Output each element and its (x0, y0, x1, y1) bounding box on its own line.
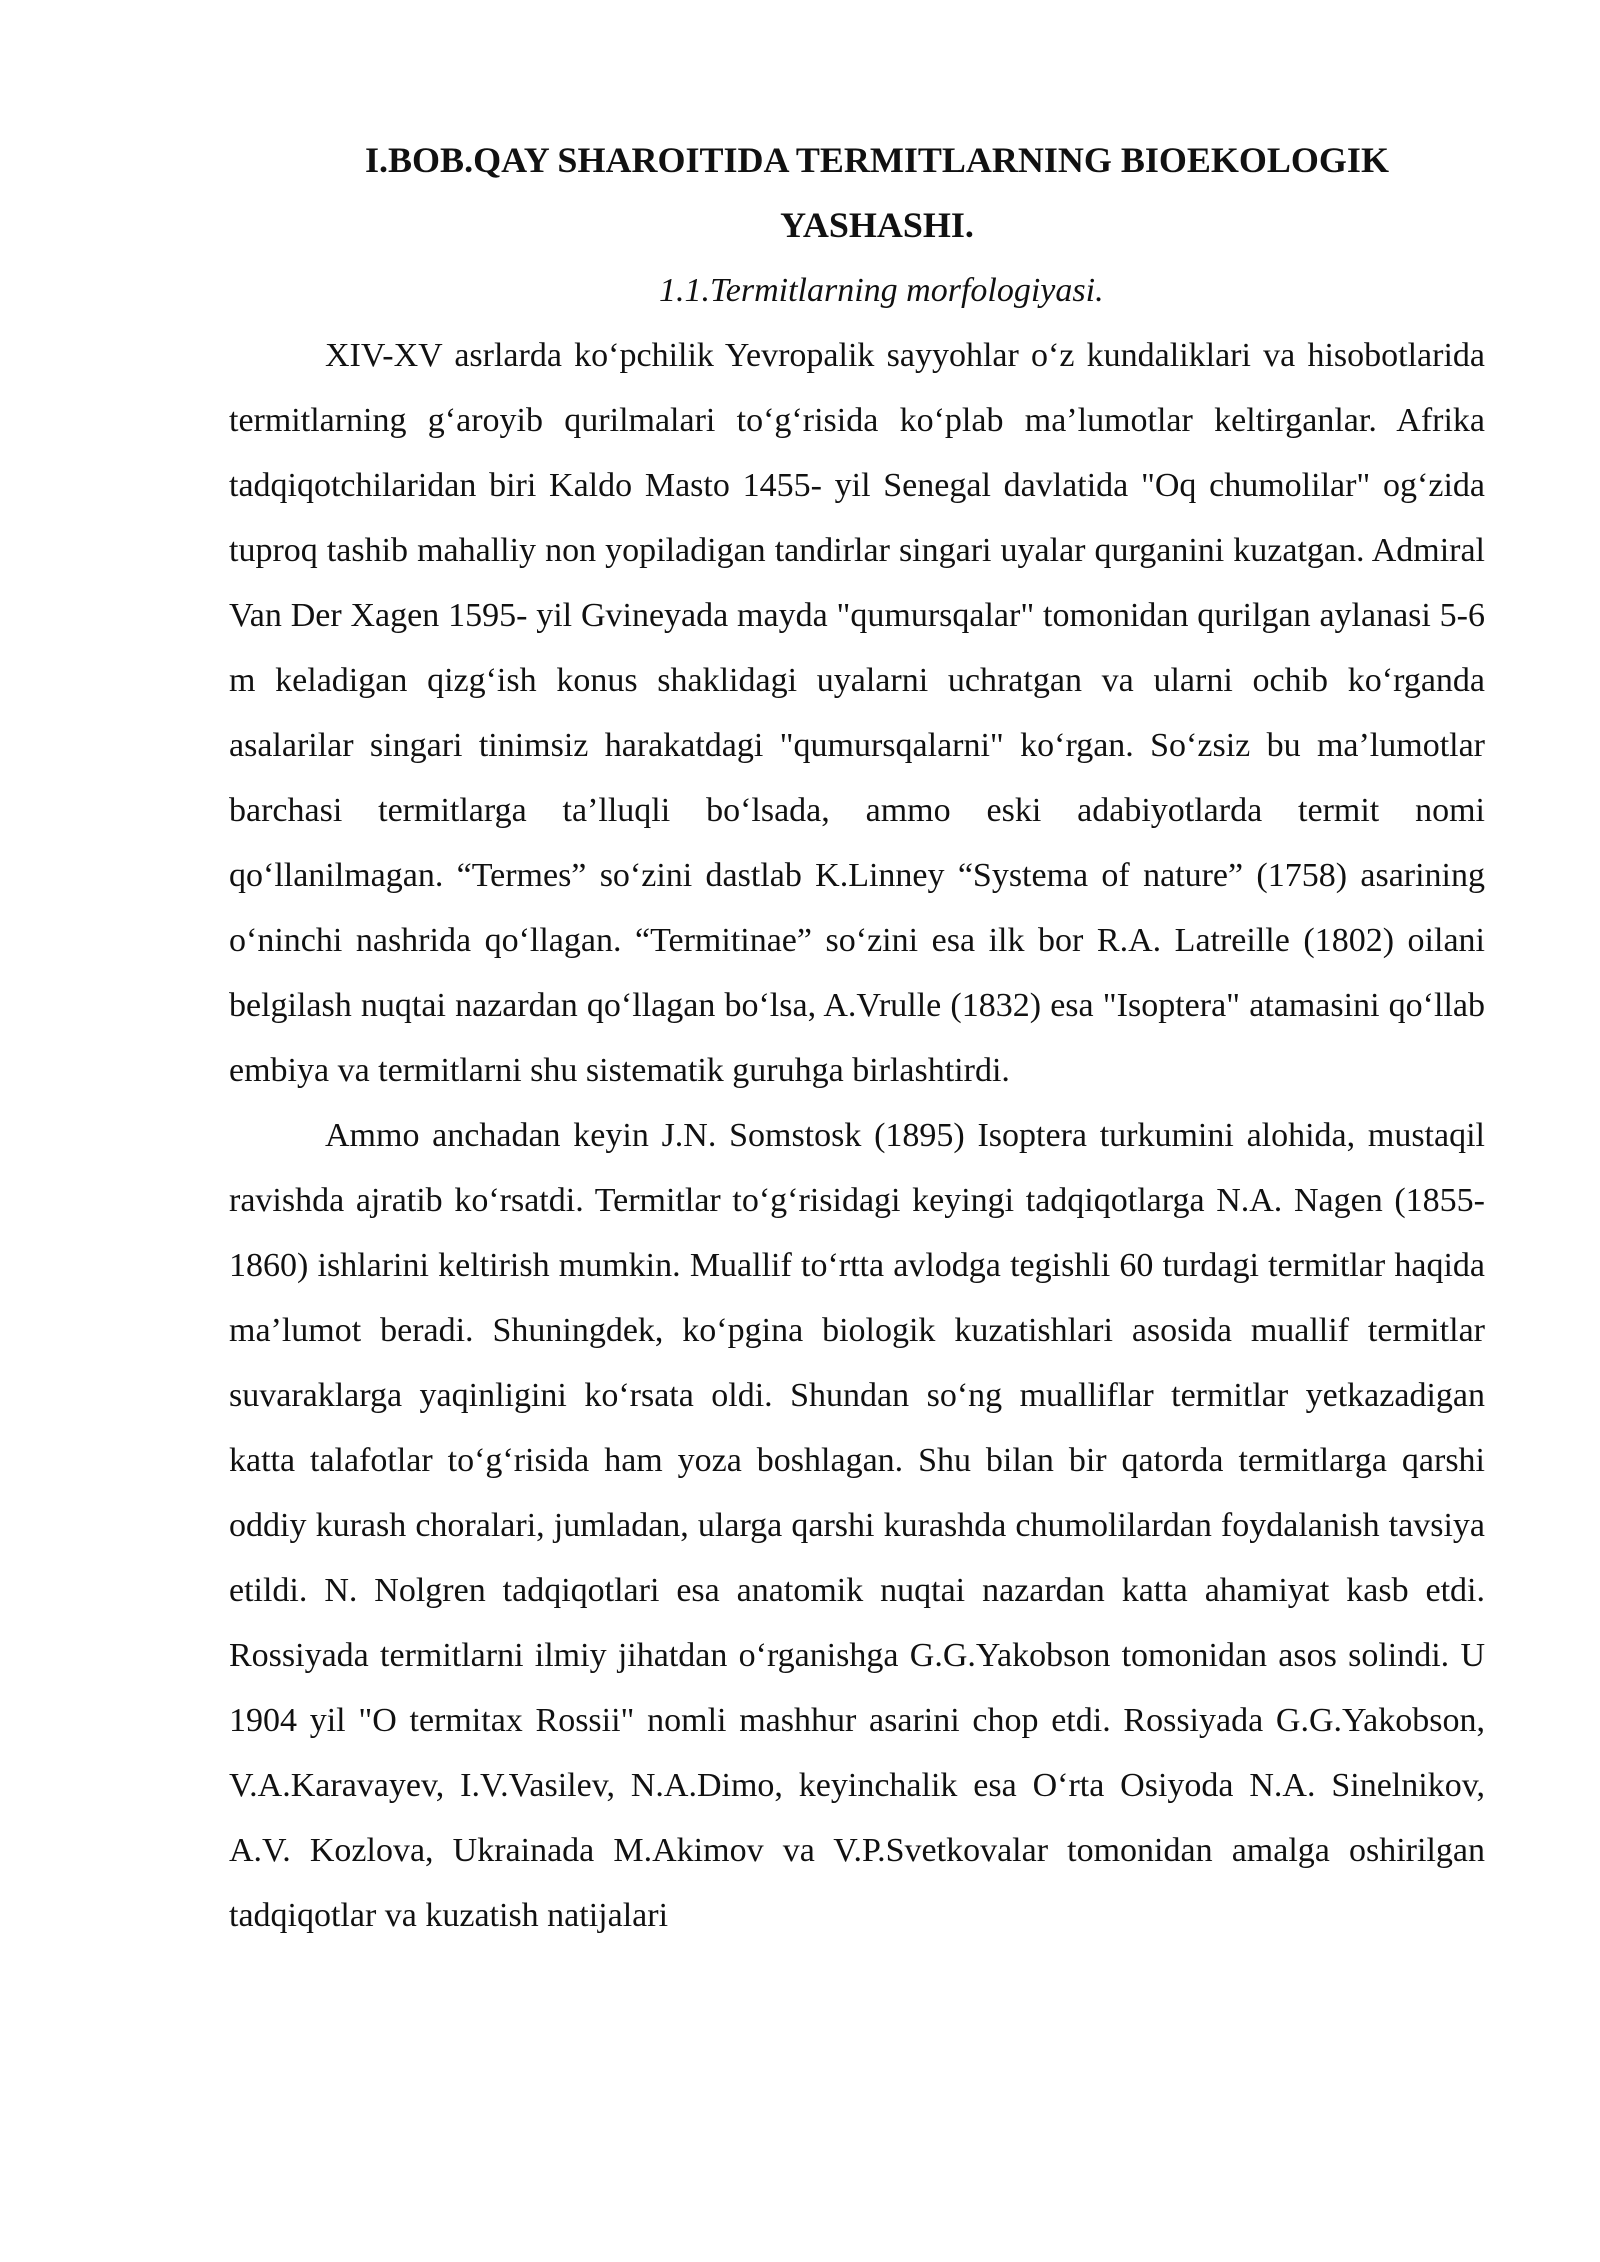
chapter-title-line-2: YASHASHI. (780, 205, 974, 245)
body-paragraph-1: XIV-XV asrlarda ko‘pchilik Yevropalik sayyohlar o‘z kundaliklari va hisobotlarida termitlarning g‘aroyib qurilmalari to‘g‘risida ko‘plab ma’lumotlar keltirganlar. Afrika tadqiqotchilaridan biri Kaldo Masto 1455- yil Senegal davlatida "Oq chumolilar" og‘zida tuproq tashib mahalliy non yopiladigan tandirlar singari uyalar qurganini kuzatgan. Admiral Van Der Xagen 1595- yil Gvineyada mayda "qumursqalar" tomonidan qurilgan aylanasi 5-6 m keladigan qizg‘ish konus shaklidagi uyalarni uchratgan va ularni ochib ko‘rganda asalarilar singari tinimsiz harakatdagi "qumursqalarni" ko‘rgan. So‘zsiz bu ma’lumotlar barchasi termitlarga ta’lluqli bo‘lsada, ammo eski adabiyotlarda termit nomi qo‘llanilmagan. “Termes” so‘zini dastlab K.Linney “Systema of nature” (1758) asarining o‘ninchi nashrida qo‘llagan. “Termitinae” so‘zini esa ilk bor R.A. Latreille (1802) oilani belgilash nuqtai nazardan qo‘llagan bo‘lsa, A.Vrulle (1832) esa "Isoptera" atamasini qo‘llab embiya va termitlarni shu sistematik guruhga birlashtirdi. (229, 337, 1485, 1089)
chapter-title-line-1: I.BOB.QAY SHAROITIDA TERMITLARNING BIOEKOLOGIK (365, 140, 1389, 180)
section-subtitle: 1.1.Termitlarning morfologiyasi. (659, 272, 1104, 309)
document-page (229, 128, 1485, 1948)
body-paragraph-2: Ammo anchadan keyin J.N. Somstosk (1895) Isoptera turkumini alohida, mustaqil ravishda ajratib ko‘rsatdi. Termitlar to‘g‘risidagi keyingi tadqiqotlarga N.A. Nagen (1855-1860) ishlarini keltirish mumkin. Muallif to‘rtta avlodga tegishli 60 turdagi termitlar haqida ma’lumot beradi. Shuningdek, ko‘pgina biologik kuzatishlari asosida muallif termitlar suvaraklarga yaqinligini ko‘rsata oldi. Shundan so‘ng mualliflar termitlar yetkazadigan katta talafotlar to‘g‘risida ham yoza boshlagan. Shu bilan bir qatorda termitlarga qarshi oddiy kurash choralari, jumladan, ularga qarshi kurashda chumolilardan foydalanish tavsiya etildi. N. Nolgren tadqiqotlari esa anatomik nuqtai nazardan katta ahamiyat kasb etdi. Rossiyada termitlarni ilmiy jihatdan o‘rganishga G.G.Yakobson tomonidan asos solindi. U 1904 yil "O termitax Rossii" nomli mashhur asarini chop etdi. Rossiyada G.G.Yakobson, V.A.Karavayev, I.V.Vasilev, N.A.Dimo, keyinchalik esa O‘rta Osiyoda N.A. Sinelnikov, A.V. Kozlova, Ukrainada M.Akimov va V.P.Svetkovalar tomonidan amalga oshirilgan tadqiqotlar va kuzatish natijalari (229, 1117, 1485, 1934)
